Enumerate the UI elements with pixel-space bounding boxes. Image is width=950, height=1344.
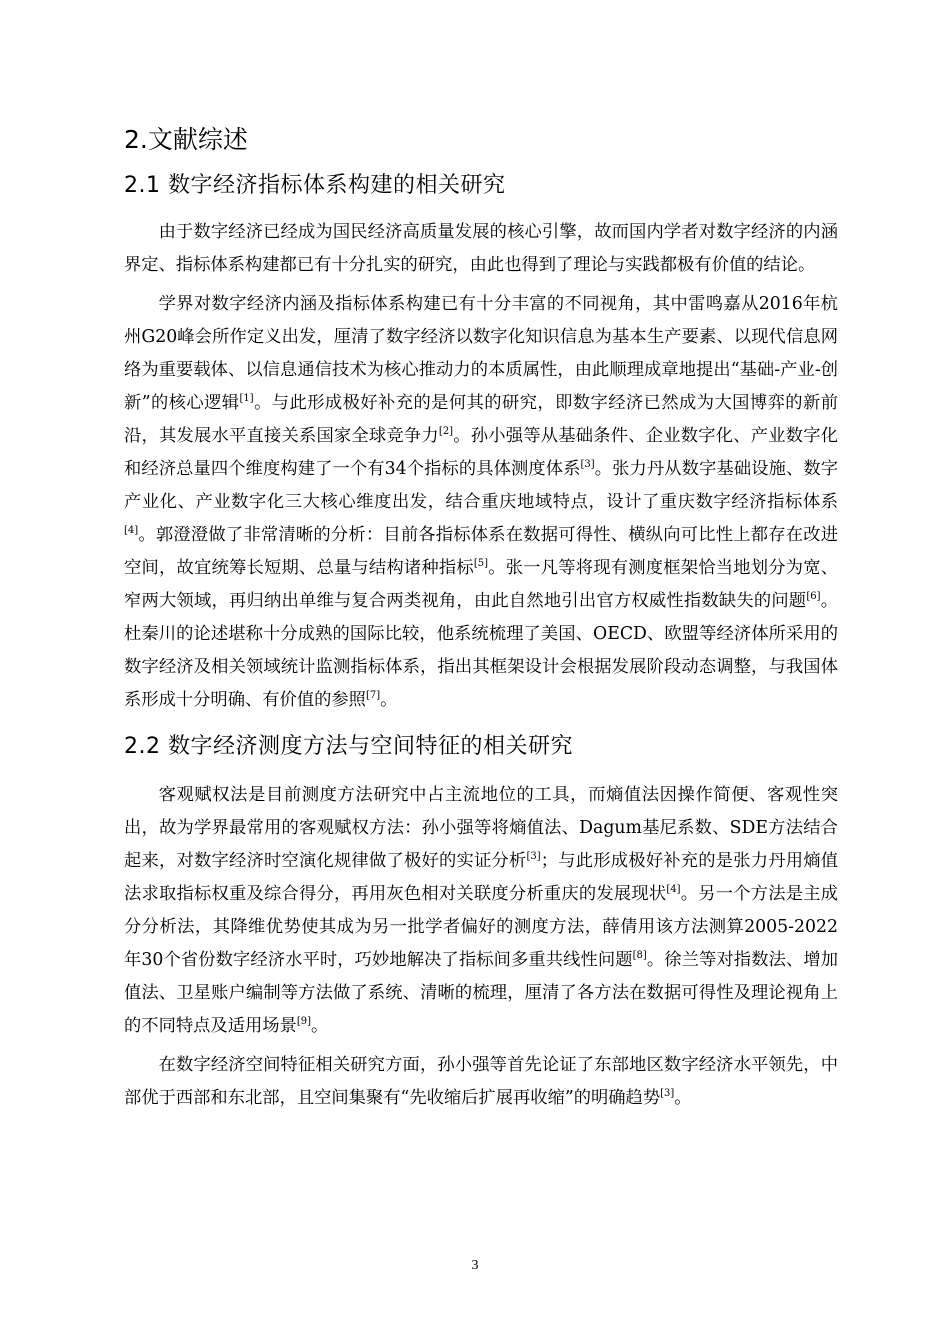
paragraph: 由于数字经济已经成为国民经济高质量发展的核心引擎，故而国内学者对数字经济的内涵界定、指标体系构建都已有十分扎实的研究，由此也得到了理论与实践都极有价值的结论。 <box>124 222 838 275</box>
paragraph: 学界对数字经济内涵及指标体系构建已有十分丰富的不同视角，其中雷鸣嘉从2016年杭州G20峰会所作定义出发，厘清了数字经济以数字化知识信息为基本生产要素、以现代信息网络为重要载体、以信息通信技术为核心推动力的本质属性，由此顺理成章地提出“基础-产业-创新”的核心逻辑[1]。与此形成极好补充的是何其的研究，即数字经济已然成为大国博弈的新前沿，其发展水平直接关系国家全球竞争力[2]。孙小强等从基础条件、企业数字化、产业数字化和经济总量四个维度构建了一个有34个指标的具体测度体系[3]。张力丹从数字基础设施、数字产业化、产业数字化三大核心维度出发，结合重庆地域特点，设计了重庆数字经济指标体系[4]。郭澄澄做了非常清晰的分析：目前各指标体系在数据可得性、横纵向可比性上都存在改进空间，故宜统筹长短期、总量与结构诸种指标[5]。张一凡等将现有测度框架恰当地划分为宽、窄两大领域，再归纳出单维与复合两类视角，由此自然地引出官方权威性指数缺失的问题[6]。杜秦川的论述堪称十分成熟的国际比较，他系统梳理了美国、OECD、欧盟等经济体所采用的数字经济及相关领域统计监测指标体系，指出其框架设计会根据发展阶段动态调整，与我国体系形成十分明确、有价值的参照[7]。 <box>124 294 838 710</box>
citation-marker: [3] <box>526 851 541 862</box>
citation-marker: [5] <box>473 558 489 569</box>
citation-marker: [4] <box>666 884 681 895</box>
citation-marker: [7] <box>365 690 381 701</box>
page-number: 3 <box>471 1258 479 1273</box>
citation-marker: [8] <box>632 950 647 961</box>
citation-marker: [4] <box>124 525 139 536</box>
page-content <box>124 118 838 1121</box>
citation-marker: [1] <box>239 393 254 404</box>
citation-marker: [6] <box>806 591 821 602</box>
citation-marker: [9] <box>296 1016 311 1027</box>
paragraph: 在数字经济空间特征相关研究方面，孙小强等首先论证了东部地区数字经济水平领先，中部优于西部和东北部，且空间集聚有“先收缩后扩展再收缩”的明确趋势[3]。 <box>124 1055 838 1108</box>
citation-marker: [3] <box>660 1088 675 1099</box>
section-title: 2.文献综述 <box>124 125 248 154</box>
paragraph: 客观赋权法是目前测度方法研究中占主流地位的工具，而熵值法因操作简便、客观性突出，故为学界最常用的客观赋权方法：孙小强等将熵值法、Dagum基尼系数、SDE方法结合起来，对数字经济时空演化规律做了极好的实证分析[3]；与此形成极好补充的是张力丹用熵值法求取指标权重及综合得分，再用灰色相对关联度分析重庆的发展现状[4]。另一个方法是主成分分析法，其降维优势使其成为另一批学者偏好的测度方法，薛倩用该方法测算2005-2022年30个省份数字经济水平时，巧妙地解决了指标间多重共线性问题[8]。徐兰等对指数法、增加值法、卫星账户编制等方法做了系统、清晰的梳理，厘清了各方法在数据可得性及理论视角上的不同特点及适用场景[9]。 <box>124 785 838 1036</box>
citation-marker: [2] <box>438 426 454 437</box>
citation-marker: [3] <box>580 459 595 470</box>
subsection-title-2-1: 2.1 数字经济指标体系构建的相关研究 <box>124 173 506 198</box>
subsection-title-2-2: 2.2 数字经济测度方法与空间特征的相关研究 <box>124 734 573 759</box>
